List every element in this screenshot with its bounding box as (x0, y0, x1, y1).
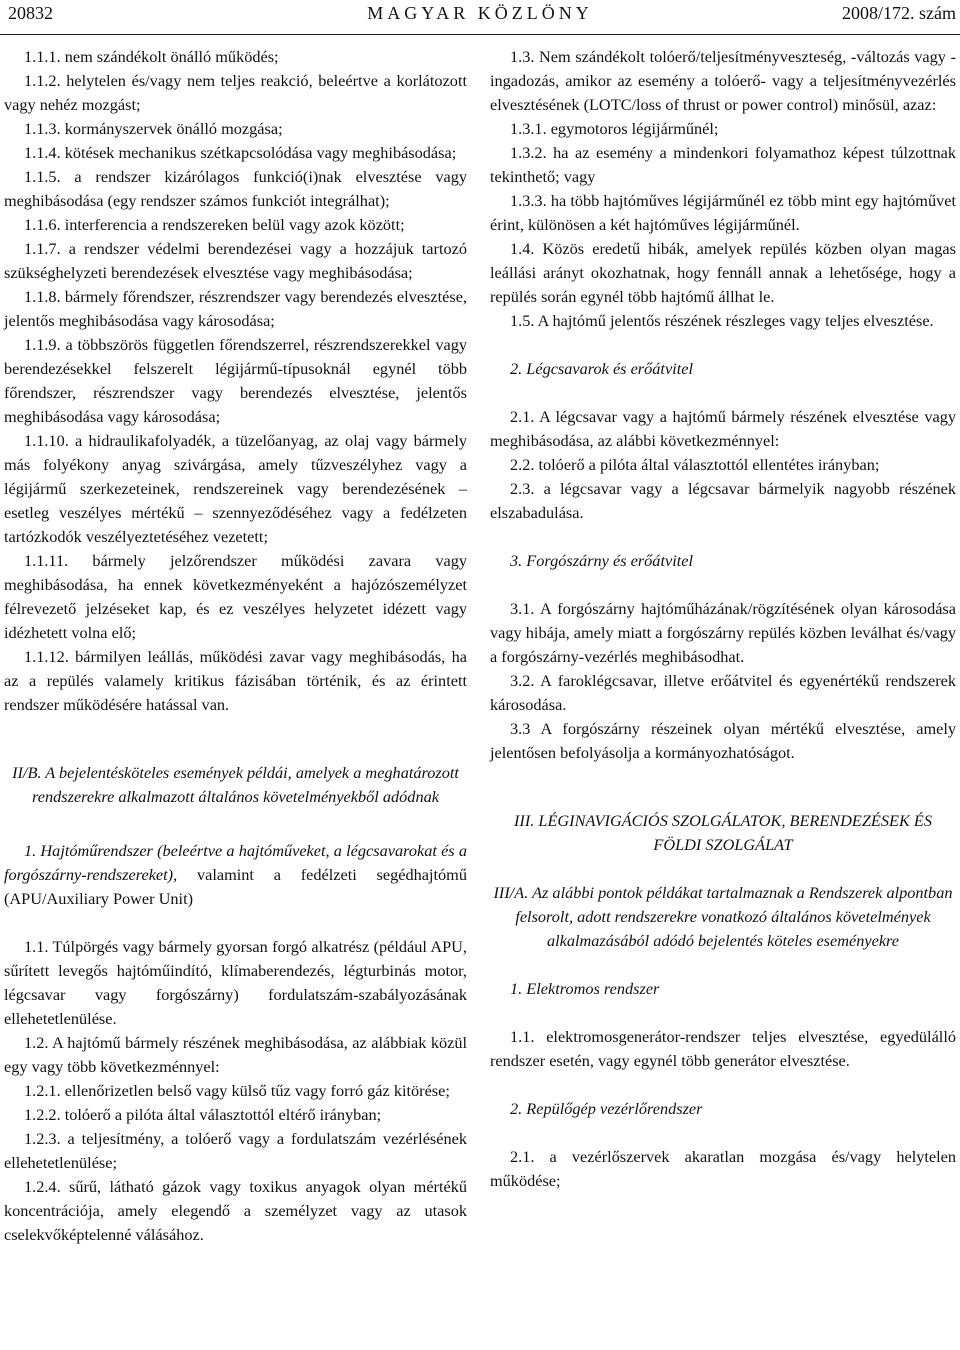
paragraph: 2.1. a vezérlőszervek akaratlan mozgása és/vagy helytelen működése; (490, 1147, 956, 1190)
section-title-1-italic: 1. Hajtóműrendszer (beleértve a hajtóműveket, a légcsavarokat és a forgószárny-rendszereket), (4, 841, 467, 884)
paragraph: 1.3. Nem szándékolt tolóerő/teljesítményveszteség, -változás vagy -ingadozás, amikor az esemény a tolóerő- vagy a teljesítményvezérlés elvesztésének (LOTC/loss of thrust or power control) minősül, azaz: (490, 47, 956, 114)
paragraph: 1.2.2. tolóerő a pilóta által választottól eltérő irányban; (24, 1105, 382, 1124)
paragraph: 1.1.12. bármilyen leállás, működési zavar vagy meghibásodás, ha az a repülés valamely kritikus fázisában történik, és az érintett rendszer működésére hatással van. (4, 647, 467, 714)
paragraph: 2.1. A légcsavar vagy a hajtómű bármely részének elvesztése vagy meghibásodása, az alábbi következménnyel: (490, 407, 956, 450)
paragraph: 1.1. Túlpörgés vagy bármely gyorsan forgó alkatrész (például APU, sűrített levegős hajtóműindító, klímaberendezés, légturbinás motor, légcsavar vagy forgószárny) fordulatszám-szabályozásának ellehetetlenülése. (4, 937, 467, 1028)
paragraph: 1.1.8. bármely főrendszer, részrendszer vagy berendezés elvesztése, jelentős meghibásodása vagy károsodása; (4, 287, 467, 330)
section-title-flight-control: 2. Repülőgép vezérlőrendszer (510, 1099, 703, 1118)
paragraph: 1.2.1. ellenőrizetlen belső vagy külső tűz vagy forró gáz kitörése; (24, 1081, 450, 1100)
paragraph: 1.1.4. kötések mechanikus szétkapcsolódása vagy meghibásodása; (24, 143, 457, 162)
paragraph: 1.3.2. ha az esemény a mindenkori folyamathoz képest túlzottnak tekinthető; vagy (490, 143, 956, 186)
paragraph: 1.1. elektromosgenerátor-rendszer teljes elvesztése, egyedülálló rendszer esetén, vagy egynél több generátor elvesztése. (490, 1027, 956, 1070)
publication-title: MAGYAR KÖZLÖNY (367, 3, 593, 23)
paragraph: 1.1.10. a hidraulikafolyadék, a tüzelőanyag, az olaj vagy bármely más folyékony anyag szivárgása, amely tűzveszélyhez vagy a légijármű szerkezeteinek, rendszereinek vagy berendezésének – esetleg veszélyes mértékű – szennyeződéséhez vagy a fedélzeten tartózkodók veszélyeztetéséhez vezetett; (4, 431, 467, 546)
paragraph: 1.1.9. a többszörös független főrendszerrel, részrendszerekkel vagy berendezésekkel felszerelt légijármű-típusoknál egynél több főrendszer, részrendszer vagy berendezés elvesztése, jelentős meghibásodása vagy károsodása; (4, 335, 467, 426)
paragraph: 1.3.1. egymotoros légijárműnél; (510, 119, 719, 138)
paragraph: 1.1.2. helytelen és/vagy nem teljes reakció, beleértve a korlátozott vagy nehéz mozgást; (4, 71, 467, 114)
section-heading-iib: II/B. A bejelentésköteles események példái, amelyek a meghatározott rendszerekre alkalmazott általános követelményekből adódnak (12, 763, 459, 806)
section-title-1-rest: valamint a fedélzeti segédhajtómű (APU/Auxiliary Power Unit) (4, 865, 467, 908)
paragraph: 1.2.3. a teljesítmény, a tolóerő vagy a fordulatszám vezérlésének ellehetetlenülése; (4, 1129, 467, 1172)
section-title-3: 3. Forgószárny és erőátvitel (510, 551, 693, 570)
page-number: 20832 (8, 3, 53, 23)
paragraph: 1.5. A hajtómű jelentős részének részleges vagy teljes elvesztése. (510, 311, 934, 330)
paragraph: 1.1.5. a rendszer kizárólagos funkció(i)nak elvesztése vagy meghibásodása (egy rendszer számos funkciót integrálhat); (4, 167, 467, 210)
paragraph: 1.1.1. nem szándékolt önálló működés; (24, 47, 279, 66)
paragraph: 3.2. A faroklégcsavar, illetve erőátvitel és egyenértékű rendszerek károsodása. (490, 671, 956, 714)
paragraph: 1.1.6. interferencia a rendszereken belül vagy azok között; (24, 215, 405, 234)
page-header (0, 0, 960, 35)
paragraph: 1.1.11. bármely jelzőrendszer működési zavara vagy meghibásodása, ha ennek következményeként a hajózószemélyzet félrevezető jelzéseket kap, és ez veszélyes helyzetet idézett vagy idézhetett volna elő; (4, 551, 467, 642)
paragraph: 1.3.3. ha több hajtóműves légijárműnél ez több mint egy hajtóművet érint, különösen a két hajtóműves légijárműnél. (490, 191, 956, 234)
paragraph: 1.1.3. kormányszervek önálló mozgása; (24, 119, 283, 138)
paragraph: 3.1. A forgószárny hajtóműházának/rögzítésének olyan károsodása vagy hibája, amely miatt a forgószárny repülés közben leválhat és/vagy a forgószárny-vezérlés meghibásodhat. (490, 599, 956, 666)
paragraph: 2.3. a légcsavar vagy a légcsavar bármelyik nagyobb részének elszabadulása. (490, 479, 956, 522)
section-title-2: 2. Légcsavarok és erőátvitel (510, 359, 693, 378)
section-heading-iii: III. LÉGINAVIGÁCIÓS SZOLGÁLATOK, BERENDEZÉSEK ÉS FÖLDI SZOLGÁLAT (514, 811, 932, 854)
paragraph: 3.3 A forgószárny részeinek olyan mértékű elvesztése, amely jelentősen befolyásolja a kormányozhatóságot. (490, 719, 956, 762)
paragraph: 1.2.4. sűrű, látható gázok vagy toxikus anyagok olyan mértékű koncentrációja, amely elegendő a személyzet vagy az utasok cselekvőképtelenné válásához. (4, 1177, 467, 1244)
section-title-electrical: 1. Elektromos rendszer (510, 979, 660, 998)
right-column (490, 45, 956, 1193)
paragraph: 1.2. A hajtómű bármely részének meghibásodása, az alábbiak közül egy vagy több következménnyel: (4, 1033, 467, 1076)
paragraph: 1.4. Közös eredetű hibák, amelyek repülés közben olyan magas leállási arányt okozhatnak, hogy fennáll annak a lehetősége, hogy a repülés során egynél több hajtómű állhat le. (490, 239, 956, 306)
issue-number: 2008/172. szám (842, 3, 956, 23)
section-title-1 (4, 839, 467, 911)
paragraph: 1.1.7. a rendszer védelmi berendezései vagy a hozzájuk tartozó szükséghelyzeti berendezések elvesztése vagy meghibásodása; (4, 239, 467, 282)
left-column (4, 45, 467, 1247)
paragraph: 2.2. tolóerő a pilóta által választottól ellentétes irányban; (510, 455, 880, 474)
section-heading-iiia: III/A. Az alábbi pontok példákat tartalmaznak a Rendszerek alpontban felsorolt, adott rendszerekre vonatkozó általános követelmények alkalmazásából adódó bejelentés köteles eseményekre (493, 883, 953, 950)
